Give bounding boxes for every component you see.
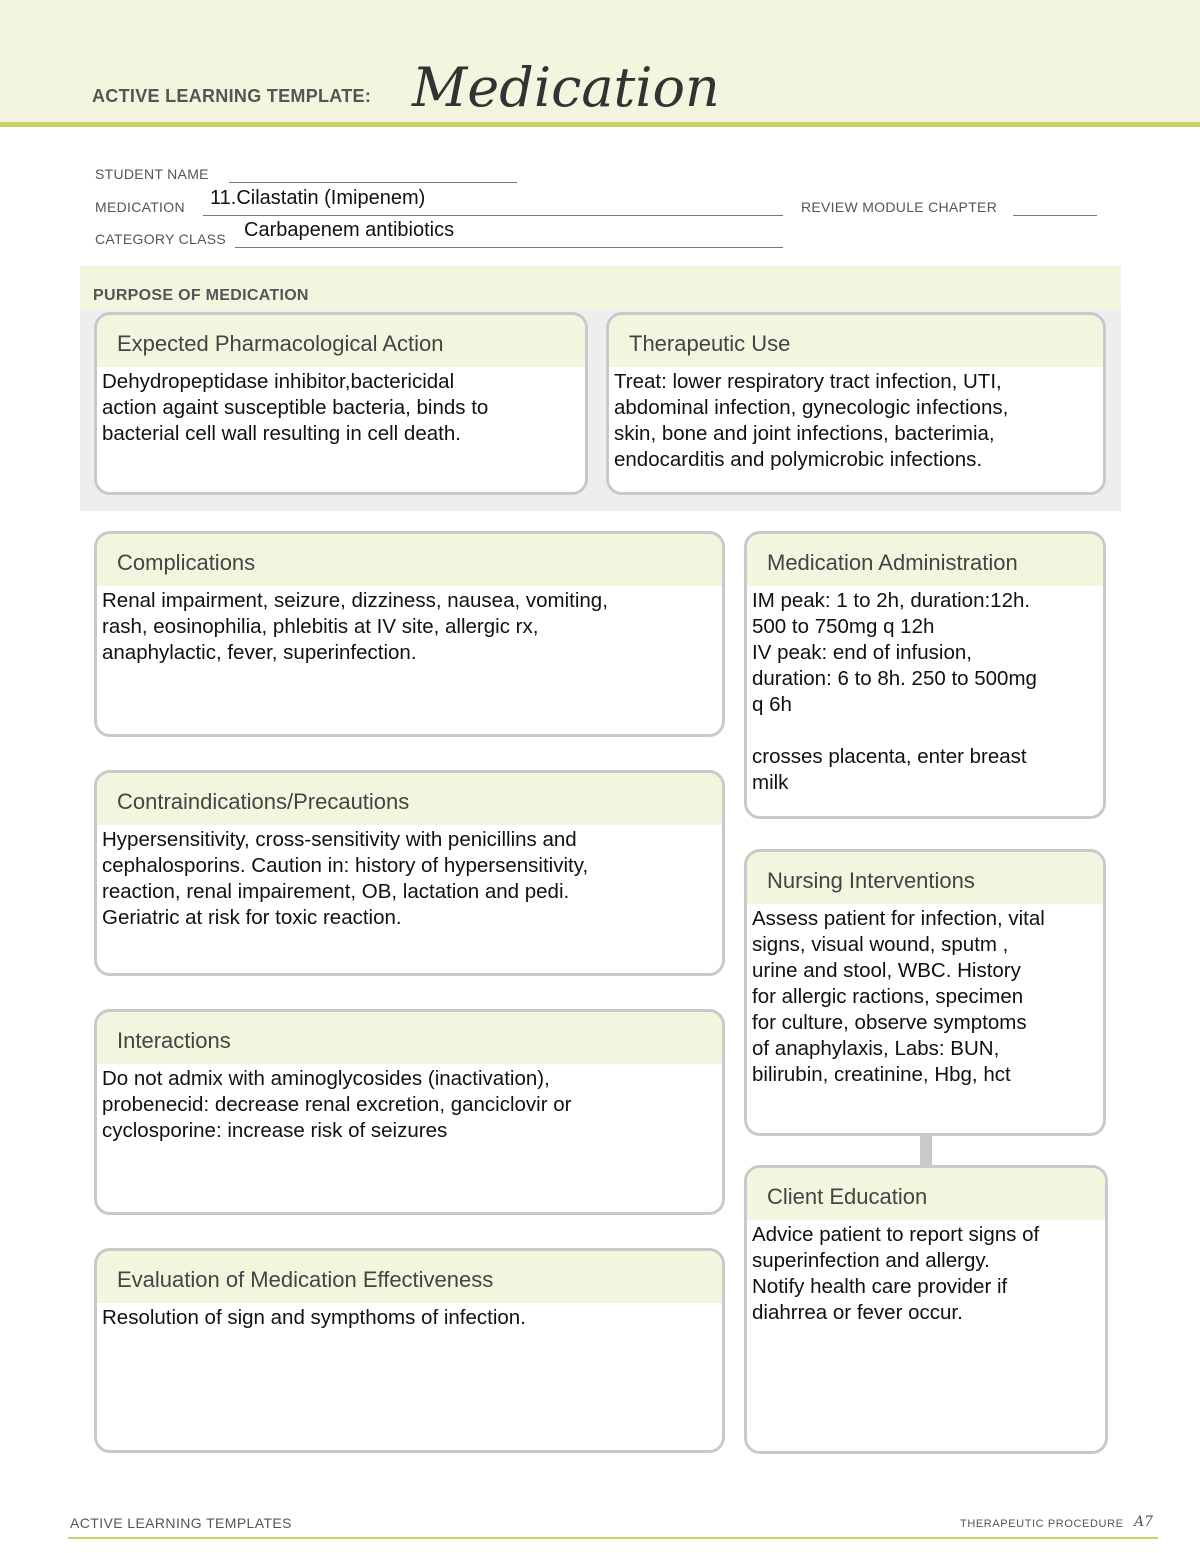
header-rule [0,122,1200,127]
complications-box [94,531,725,737]
footer-left-label: ACTIVE LEARNING TEMPLATES [70,1515,292,1531]
complications-body[interactable]: Renal impairment, seizure, dizziness, nausea, vomiting, rash, eosinophilia, phlebitis at IV site, allergic rx, anaphylactic, fever, superinfection. [102,589,608,664]
expected-action-title: Expected Pharmacological Action [97,315,585,367]
review-module-field[interactable] [1013,199,1097,216]
complications-title: Complications [97,534,722,586]
category-class-value: Carbapenem antibiotics [244,219,455,241]
expected-action-body[interactable]: Dehydropeptidase inhibitor,bactericidal action againt susceptible bacteria, binds to bacterial cell wall resulting in cell death. [102,370,489,445]
box-connector [920,1133,932,1167]
administration-box [744,531,1106,819]
evaluation-title: Evaluation of Medication Effectiveness [97,1251,722,1303]
therapeutic-use-title: Therapeutic Use [609,315,1103,367]
page-title: Medication [412,56,720,119]
page-number: A7 [1134,1514,1154,1530]
review-module-label: REVIEW MODULE CHAPTER [801,199,998,215]
administration-body[interactable]: IM peak: 1 to 2h, duration:12h. 500 to 750mg q 12h IV peak: end of infusion, duration: 6 to 8h. 250 to 500mg q 6h crosses placenta, enter breast milk [752,589,1037,794]
evaluation-box [94,1248,725,1453]
contraindications-title: Contraindications/Precautions [97,773,722,825]
client-education-title: Client Education [747,1168,1105,1220]
nursing-interventions-box [744,849,1106,1136]
interactions-title: Interactions [97,1012,722,1064]
student-name-field[interactable] [229,166,517,183]
nursing-interventions-title: Nursing Interventions [747,852,1103,904]
medication-label: MEDICATION [95,199,185,215]
interactions-box [94,1009,725,1215]
expected-action-box [94,312,588,495]
footer-right-label: THERAPEUTIC PROCEDURE [960,1518,1124,1530]
client-education-box [744,1165,1108,1454]
student-name-label: STUDENT NAME [95,166,209,182]
client-education-body[interactable]: Advice patient to report signs of superinfection and allergy. Notify health care provider if diahrrea or fever occur. [752,1223,1040,1324]
contraindications-box [94,770,725,976]
medication-value: 11.Cilastatin (Imipenem) [210,187,426,209]
template-label: ACTIVE LEARNING TEMPLATE: [92,86,372,106]
therapeutic-use-body[interactable]: Treat: lower respiratory tract infection, UTI, abdominal infection, gynecologic infections, skin, bone and joint infections, bacterimia, endocarditis and polymicrobic infections. [614,370,1009,471]
purpose-label: PURPOSE OF MEDICATION [93,287,309,304]
category-class-label: CATEGORY CLASS [95,231,227,247]
therapeutic-use-box [606,312,1106,495]
nursing-interventions-body[interactable]: Assess patient for infection, vital signs, visual wound, sputm , urine and stool, WBC. History for allergic ractions, specimen for culture, observe symptoms of anaphylaxis, Labs: BUN, bilirubin, creatinine, Hbg, hct [752,907,1045,1086]
administration-title: Medication Administration [747,534,1103,586]
interactions-body[interactable]: Do not admix with aminoglycosides (inactivation), probenecid: decrease renal excretion, ganciclovir or cyclosporine: increase risk of seizures [102,1067,572,1142]
evaluation-body[interactable]: Resolution of sign and sympthoms of infection. [102,1306,526,1329]
footer-rule [68,1537,1158,1539]
contraindications-body[interactable]: Hypersensitivity, cross-sensitivity with penicillins and cephalosporins. Caution in: history of hypersensitivity, reaction, renal impairement, OB, lactation and pedi. Geriatric at risk for toxic reaction. [102,828,589,929]
